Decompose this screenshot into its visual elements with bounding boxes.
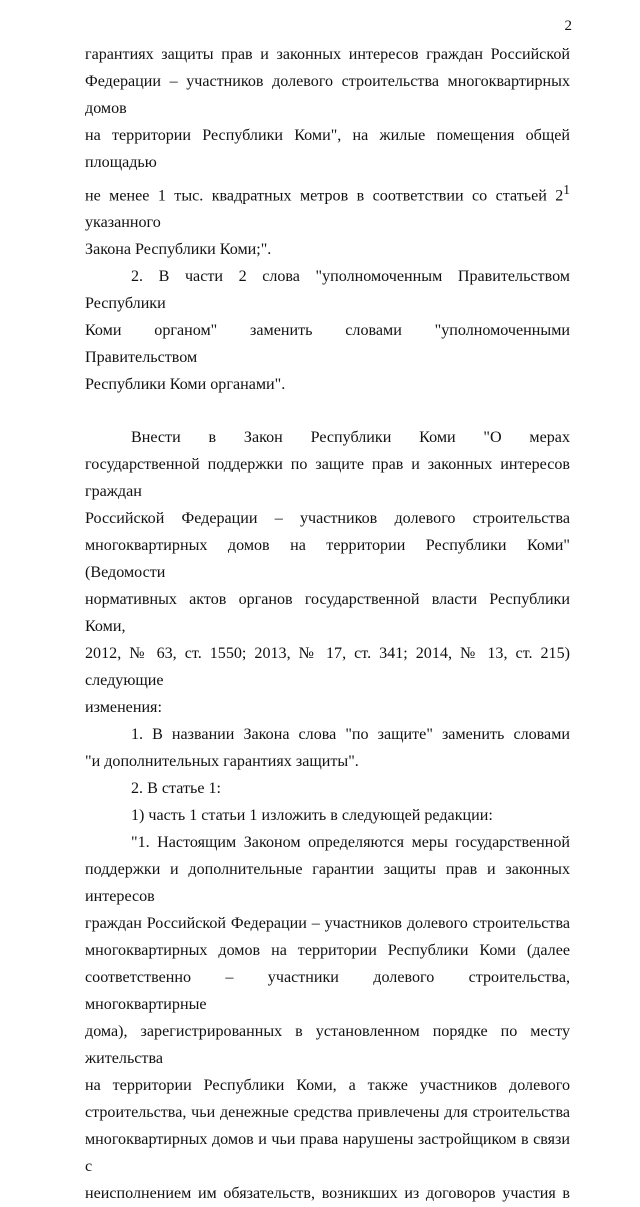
text-line: соответственно – участники долевого строительства, многоквартирные (85, 969, 570, 1014)
paragraph-subitem-1: 1) часть 1 статьи 1 изложить в следующей редакции: (131, 807, 493, 825)
text-line: на территории Республики Коми, а также участников долевого (85, 1077, 570, 1095)
paragraph-item-1 (85, 721, 570, 775)
text-line: 2012, № 63, ст. 1550; 2013, № 17, ст. 341; 2014, № 13, ст. 215) следующие (85, 645, 570, 690)
text-line: Российской Федерации – участников долевого строительства (85, 510, 570, 528)
text-line: 1. В названии Закона слова "по защите" заменить словами (131, 726, 570, 744)
text-line: многоквартирных домов на территории Республики Коми" (Ведомости (85, 537, 570, 582)
text-line: дома), зарегистрированных в установленном порядке по месту жительства (85, 1023, 570, 1068)
text-line: "и дополнительных гарантиях защиты". (85, 753, 359, 771)
text-line (85, 424, 570, 451)
document-body (85, 41, 570, 1207)
article-2 (85, 424, 570, 721)
text-line: Федерации – участников долевого строительства многоквартирных домов (85, 73, 570, 117)
text-line (85, 176, 570, 236)
text-line: поддержки и дополнительные гарантии защиты прав и законных интересов (85, 861, 570, 906)
text-line: многоквартирных домов и чьи права нарушены застройщиком в связи с (85, 1131, 570, 1176)
text-line: многоквартирных домов на территории Республики Коми (далее (85, 942, 570, 960)
text-line: гарантиях защиты прав и законных интересов граждан Российской (85, 46, 570, 63)
text-span: не менее 1 тыс. квадратных метров в соответствии со статьей 2 (85, 187, 564, 205)
text-line: граждан Российской Федерации – участников долевого строительства (85, 915, 570, 933)
text-line: строительства, чьи денежные средства привлечены для строительства (85, 1104, 570, 1122)
text-line: на территории Республики Коми", на жилые помещения общей площадью (85, 127, 570, 171)
page-number: 2 (564, 18, 572, 34)
text-line: 2. В части 2 слова "уполномоченным Правительством Республики (85, 268, 570, 313)
paragraph-item-2: 2. В статье 1: (131, 780, 222, 798)
text-line: Закона Республики Коми;". (85, 241, 272, 259)
text-span: Внести в Закон Республики Коми "О мерах (131, 429, 570, 447)
superscript: 1 (563, 182, 570, 197)
text-line: "1. Настоящим Законом определяются меры государственной (131, 834, 570, 852)
text-line: изменения: (85, 699, 162, 717)
text-line: Коми органом" заменить словами "уполномоченными Правительством (85, 322, 570, 367)
spacer (85, 398, 570, 424)
text-line: неисполнением им обязательств, возникших из договоров участия в (85, 1185, 570, 1203)
paragraph-quoted-part-1 (85, 829, 570, 1207)
paragraph-amendment-tail (85, 41, 570, 263)
text-line: Республики Коми органами". (85, 376, 286, 394)
text-line: нормативных актов органов государственной власти Республики Коми, (85, 591, 570, 636)
text-span: указанного (85, 214, 161, 232)
text-line: государственной поддержки по защите прав и законных интересов граждан (85, 456, 570, 501)
paragraph-part-2 (85, 263, 570, 398)
